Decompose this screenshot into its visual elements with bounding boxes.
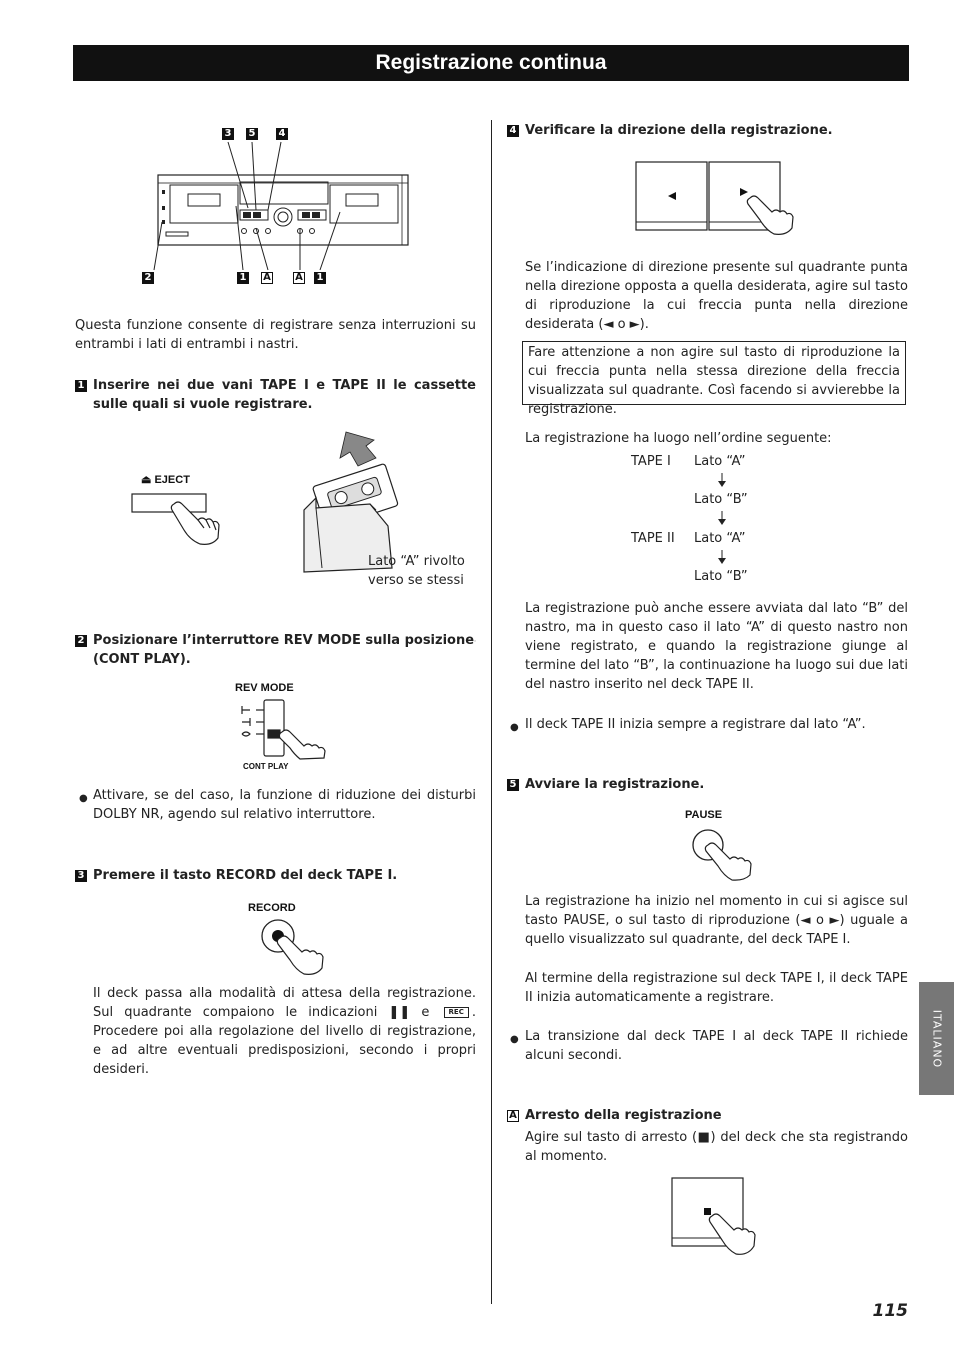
step-5-bullet-dot: ● <box>510 1034 519 1045</box>
record-button-illustration <box>256 914 332 976</box>
cassette-caption <box>368 552 478 590</box>
callout-1-left: 1 <box>237 272 249 284</box>
stop-icon <box>704 1208 711 1215</box>
callout-4: 4 <box>276 128 288 140</box>
order-side-3: Lato “A” <box>694 531 746 546</box>
order-intro: La registrazione ha luogo nell’ordine seguente: <box>525 431 832 446</box>
step-2-bullet-text: Attivare, se del caso, la funzione di riduzione dei disturbi DOLBY NR, agendo sul relativo interruttore. <box>93 788 476 822</box>
cassette-caption-line-1: Lato “A” rivolto <box>368 554 465 569</box>
step-5-text: Avviare la registrazione. <box>525 777 705 792</box>
step-1-text: Inserire nei due vani TAPE I e TAPE II le cassette sulle quali si vuole registrare. <box>93 378 476 412</box>
insert-arrow-icon <box>340 432 376 466</box>
callout-5: 5 <box>246 128 258 140</box>
callout-2: 2 <box>142 272 154 284</box>
callout-a-right: A <box>293 272 305 284</box>
step-4-text: Verificare la direzione della registrazione. <box>525 123 833 138</box>
eject-label-wrap <box>141 471 190 490</box>
rec-badge: REC <box>444 1007 469 1018</box>
down-arrow-icon <box>716 511 728 525</box>
deck-illustration <box>140 120 440 295</box>
step-1-number: 1 <box>75 380 87 392</box>
rev-mode-switch-illustration <box>236 696 332 760</box>
step-5-paragraph-2: Al termine della registrazione sul deck TAPE I, il deck TAPE II inizia automaticamente a registrare. <box>525 971 908 1005</box>
step-4-bullet-dot: ● <box>510 722 519 733</box>
step-3-paragraph <box>93 984 476 1079</box>
down-arrow-icon <box>716 550 728 564</box>
step-4-paragraph-2: La registrazione può anche essere avviata dal lato “B” del nastro, ma in questo caso il lato “A” di questo nastro non viene registrato, e quando la registrazione giunge al termine del lato “B”, la continuazione ha luogo sui due lati del nastro inserito nel deck TAPE II. <box>525 601 908 692</box>
callout-a-left: A <box>261 272 273 284</box>
step-4-bullet-text: Il deck TAPE II inizia sempre a registrare dal lato “A”. <box>525 717 866 732</box>
step-5-paragraph-1: La registrazione ha inizio nel momento in cui si agisce sul tasto PAUSE, o sul tasto di riproduzione (◄ o ►) uguale a quello visualizzato sul quadrante, del deck TAPE I. <box>525 894 908 947</box>
callout-3: 3 <box>222 128 234 140</box>
step-2-text-a: Posizionare l’interruttore REV MODE sulla posizione <box>93 633 475 648</box>
page-title: Registrazione continua <box>73 45 909 81</box>
step-3-text: Premere il tasto RECORD del deck TAPE I. <box>93 868 398 883</box>
cont-play-loop-icon <box>474 634 476 648</box>
pause-button-illustration <box>690 825 756 881</box>
cassette-caption-line-2: verso se stessi <box>368 573 464 588</box>
step-3-para-a: Il deck passa alla modalità di attesa della registrazione. Sul quadrante compaiono le indicazioni <box>93 986 476 1020</box>
order-tape-2: TAPE II <box>631 531 675 546</box>
stop-button-illustration <box>670 1176 770 1260</box>
pause-label: PAUSE <box>685 809 723 821</box>
order-side-1: Lato “A” <box>694 454 746 469</box>
step-a-text: Arresto della registrazione <box>525 1108 722 1123</box>
order-tape-1: TAPE I <box>631 454 671 469</box>
record-label: RECORD <box>248 902 296 914</box>
callout-1-right: 1 <box>314 272 326 284</box>
rev-mode-icon-1 <box>242 706 250 714</box>
pointing-hand-icon <box>279 730 325 759</box>
pointing-hand-icon <box>277 936 323 974</box>
language-side-tab-label: ITALIANO <box>930 1009 943 1068</box>
step-2-bullet-dot: ● <box>79 793 88 804</box>
down-arrow-icon <box>716 473 728 487</box>
step-2-text <box>93 631 476 669</box>
step-4-paragraph: Se l’indicazione di direzione presente sul quadrante punta nella direzione opposta a quella desiderata, agire sul tasto di riproduzione la cui freccia punta nella direzione desiderata (◄ o ►). <box>525 260 908 332</box>
step-3-number: 3 <box>75 870 87 882</box>
eject-label: EJECT <box>154 474 190 486</box>
step-5-bullet-text: La transizione dal deck TAPE I al deck TAPE II richiede alcuni secondi. <box>525 1029 908 1063</box>
pause-indicator-icon: ❚❚ <box>388 1005 411 1020</box>
step-5-number: 5 <box>507 779 519 791</box>
intro-paragraph: Questa funzione consente di registrare senza interruzioni su entrambi i lati di entrambi i nastri. <box>75 318 476 352</box>
direction-buttons-illustration <box>634 160 804 242</box>
step-a-paragraph: Agire sul tasto di arresto (■) del deck che sta registrando al momento. <box>525 1130 908 1164</box>
eject-button-illustration <box>128 490 228 546</box>
step-a-number: A <box>507 1110 519 1122</box>
step-4-number: 4 <box>507 125 519 137</box>
pointing-hand-icon <box>171 502 219 544</box>
rev-mode-label: REV MODE <box>235 682 294 694</box>
step-3-para-b: . Procedere poi alla regolazione del livello di registrazione, e ad altre eventuali predisposizioni, secondo i propri desideri. <box>93 1005 476 1077</box>
column-divider <box>491 120 492 1304</box>
step-2-text-b: (CONT PLAY). <box>93 652 191 667</box>
step-3-para-mid: e <box>421 1005 430 1020</box>
caution-note: Fare attenzione a non agire sul tasto di riproduzione la cui freccia punta nella stessa direzione della freccia visualizzata sul quadrante. Così facendo si avvierebbe la registrazione. <box>522 341 906 405</box>
order-side-4: Lato “B” <box>694 569 748 584</box>
language-side-tab <box>919 982 954 1095</box>
cont-play-label: CONT PLAY <box>243 762 289 771</box>
pointing-hand-icon <box>705 843 751 880</box>
page-number: 115 <box>872 1301 908 1321</box>
eject-icon: ⏏ <box>141 474 152 486</box>
order-side-2: Lato “B” <box>694 492 748 507</box>
step-2-number: 2 <box>75 635 87 647</box>
